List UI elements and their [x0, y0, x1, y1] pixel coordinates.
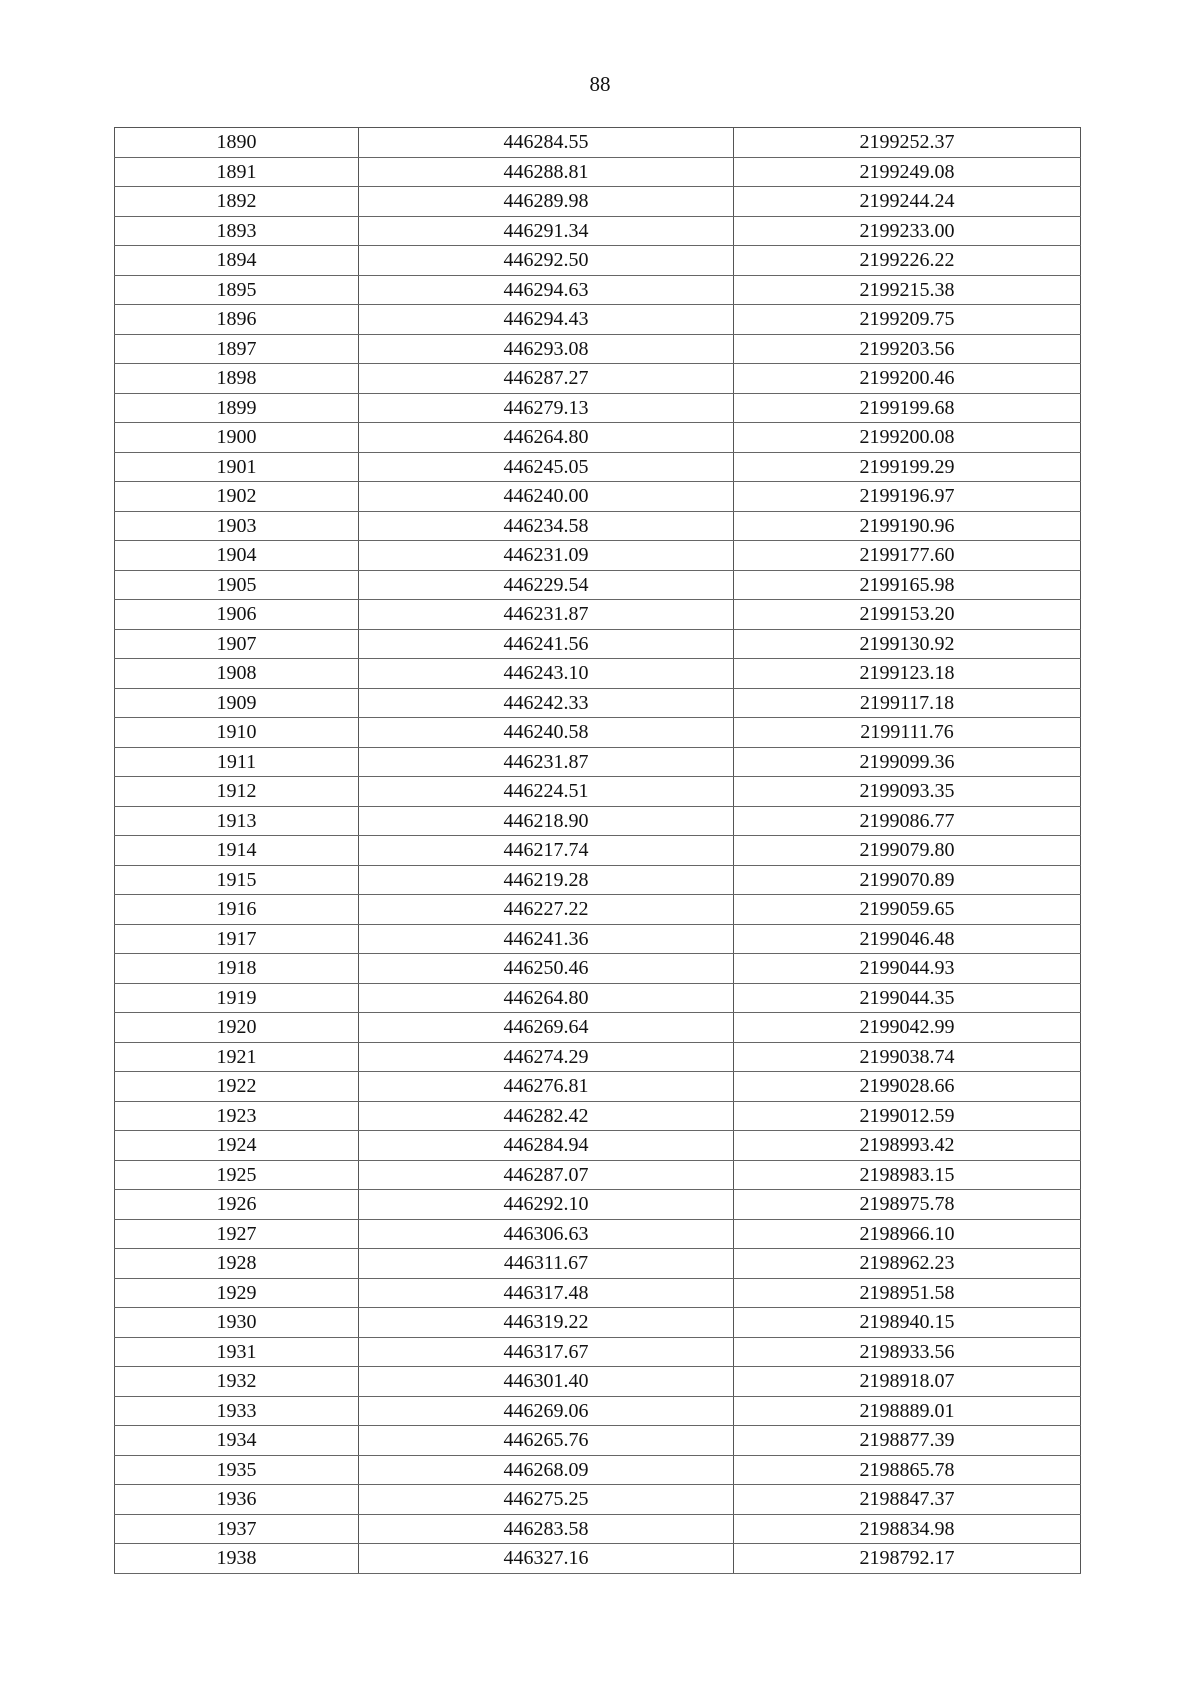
x-coordinate-cell: 446264.80	[359, 423, 734, 453]
table-row	[115, 128, 1081, 158]
x-coordinate-cell: 446264.80	[359, 983, 734, 1013]
x-coordinate-cell: 446294.43	[359, 305, 734, 335]
y-coordinate-cell: 2198847.37	[734, 1485, 1081, 1515]
point-number-cell: 1897	[115, 334, 359, 364]
point-number-cell: 1938	[115, 1544, 359, 1574]
table-row	[115, 570, 1081, 600]
point-number-cell: 1922	[115, 1072, 359, 1102]
table-row	[115, 1160, 1081, 1190]
y-coordinate-cell: 2199215.38	[734, 275, 1081, 305]
table-row	[115, 954, 1081, 984]
point-number-cell: 1892	[115, 187, 359, 217]
x-coordinate-cell: 446241.56	[359, 629, 734, 659]
table-row	[115, 688, 1081, 718]
x-coordinate-cell: 446276.81	[359, 1072, 734, 1102]
point-number-cell: 1935	[115, 1455, 359, 1485]
x-coordinate-cell: 446218.90	[359, 806, 734, 836]
point-number-cell: 1927	[115, 1219, 359, 1249]
y-coordinate-cell: 2199200.08	[734, 423, 1081, 453]
point-number-cell: 1900	[115, 423, 359, 453]
table-row	[115, 806, 1081, 836]
point-number-cell: 1906	[115, 600, 359, 630]
table-row	[115, 541, 1081, 571]
point-number-cell: 1909	[115, 688, 359, 718]
point-number-cell: 1926	[115, 1190, 359, 1220]
x-coordinate-cell: 446279.13	[359, 393, 734, 423]
x-coordinate-cell: 446306.63	[359, 1219, 734, 1249]
table-row	[115, 1544, 1081, 1574]
table-row	[115, 865, 1081, 895]
x-coordinate-cell: 446240.00	[359, 482, 734, 512]
x-coordinate-cell: 446283.58	[359, 1514, 734, 1544]
table-row	[115, 511, 1081, 541]
x-coordinate-cell: 446284.94	[359, 1131, 734, 1161]
table-row	[115, 1249, 1081, 1279]
y-coordinate-cell: 2199028.66	[734, 1072, 1081, 1102]
table-row	[115, 482, 1081, 512]
table-row	[115, 747, 1081, 777]
y-coordinate-cell: 2199200.46	[734, 364, 1081, 394]
x-coordinate-cell: 446250.46	[359, 954, 734, 984]
y-coordinate-cell: 2199249.08	[734, 157, 1081, 187]
x-coordinate-cell: 446265.76	[359, 1426, 734, 1456]
y-coordinate-cell: 2199044.93	[734, 954, 1081, 984]
y-coordinate-cell: 2199226.22	[734, 246, 1081, 276]
table-row	[115, 895, 1081, 925]
y-coordinate-cell: 2199093.35	[734, 777, 1081, 807]
y-coordinate-cell: 2199233.00	[734, 216, 1081, 246]
x-coordinate-cell: 446234.58	[359, 511, 734, 541]
x-coordinate-cell: 446294.63	[359, 275, 734, 305]
table-row	[115, 423, 1081, 453]
y-coordinate-cell: 2199038.74	[734, 1042, 1081, 1072]
table-row	[115, 1190, 1081, 1220]
x-coordinate-cell: 446274.29	[359, 1042, 734, 1072]
y-coordinate-cell: 2199099.36	[734, 747, 1081, 777]
table-row	[115, 1455, 1081, 1485]
table-row	[115, 718, 1081, 748]
x-coordinate-cell: 446227.22	[359, 895, 734, 925]
x-coordinate-cell: 446269.64	[359, 1013, 734, 1043]
x-coordinate-cell: 446289.98	[359, 187, 734, 217]
table-row	[115, 187, 1081, 217]
table-row	[115, 1072, 1081, 1102]
table-row	[115, 1131, 1081, 1161]
x-coordinate-cell: 446282.42	[359, 1101, 734, 1131]
y-coordinate-cell: 2198877.39	[734, 1426, 1081, 1456]
point-number-cell: 1914	[115, 836, 359, 866]
point-number-cell: 1908	[115, 659, 359, 689]
table-row	[115, 275, 1081, 305]
page-number: 88	[589, 72, 611, 96]
y-coordinate-cell: 2198993.42	[734, 1131, 1081, 1161]
y-coordinate-cell: 2199070.89	[734, 865, 1081, 895]
table-row	[115, 1485, 1081, 1515]
table-row	[115, 1367, 1081, 1397]
y-coordinate-cell: 2199117.18	[734, 688, 1081, 718]
table-row	[115, 1013, 1081, 1043]
table-row	[115, 1514, 1081, 1544]
point-number-cell: 1911	[115, 747, 359, 777]
table-row	[115, 1308, 1081, 1338]
point-number-cell: 1933	[115, 1396, 359, 1426]
x-coordinate-cell: 446275.25	[359, 1485, 734, 1515]
y-coordinate-cell: 2198792.17	[734, 1544, 1081, 1574]
point-number-cell: 1932	[115, 1367, 359, 1397]
table-row	[115, 600, 1081, 630]
point-number-cell: 1907	[115, 629, 359, 659]
x-coordinate-cell: 446284.55	[359, 128, 734, 158]
point-number-cell: 1891	[115, 157, 359, 187]
point-number-cell: 1917	[115, 924, 359, 954]
x-coordinate-cell: 446291.34	[359, 216, 734, 246]
x-coordinate-cell: 446301.40	[359, 1367, 734, 1397]
y-coordinate-cell: 2199046.48	[734, 924, 1081, 954]
y-coordinate-cell: 2198962.23	[734, 1249, 1081, 1279]
x-coordinate-cell: 446217.74	[359, 836, 734, 866]
point-number-cell: 1929	[115, 1278, 359, 1308]
point-number-cell: 1903	[115, 511, 359, 541]
x-coordinate-cell: 446245.05	[359, 452, 734, 482]
y-coordinate-cell: 2199012.59	[734, 1101, 1081, 1131]
x-coordinate-cell: 446293.08	[359, 334, 734, 364]
y-coordinate-cell: 2199209.75	[734, 305, 1081, 335]
table-row	[115, 777, 1081, 807]
point-number-cell: 1899	[115, 393, 359, 423]
x-coordinate-cell: 446219.28	[359, 865, 734, 895]
table-row	[115, 393, 1081, 423]
y-coordinate-cell: 2198889.01	[734, 1396, 1081, 1426]
point-number-cell: 1924	[115, 1131, 359, 1161]
table-row	[115, 246, 1081, 276]
y-coordinate-cell: 2199059.65	[734, 895, 1081, 925]
x-coordinate-cell: 446311.67	[359, 1249, 734, 1279]
x-coordinate-cell: 446317.67	[359, 1337, 734, 1367]
y-coordinate-cell: 2198933.56	[734, 1337, 1081, 1367]
point-number-cell: 1930	[115, 1308, 359, 1338]
x-coordinate-cell: 446231.09	[359, 541, 734, 571]
y-coordinate-cell: 2199252.37	[734, 128, 1081, 158]
y-coordinate-cell: 2198940.15	[734, 1308, 1081, 1338]
y-coordinate-cell: 2199079.80	[734, 836, 1081, 866]
x-coordinate-cell: 446269.06	[359, 1396, 734, 1426]
point-number-cell: 1901	[115, 452, 359, 482]
point-number-cell: 1912	[115, 777, 359, 807]
y-coordinate-cell: 2198975.78	[734, 1190, 1081, 1220]
table-row	[115, 1426, 1081, 1456]
point-number-cell: 1910	[115, 718, 359, 748]
x-coordinate-cell: 446229.54	[359, 570, 734, 600]
x-coordinate-cell: 446241.36	[359, 924, 734, 954]
x-coordinate-cell: 446242.33	[359, 688, 734, 718]
point-number-cell: 1893	[115, 216, 359, 246]
point-number-cell: 1915	[115, 865, 359, 895]
table-row	[115, 334, 1081, 364]
point-number-cell: 1921	[115, 1042, 359, 1072]
x-coordinate-cell: 446288.81	[359, 157, 734, 187]
y-coordinate-cell: 2199196.97	[734, 482, 1081, 512]
point-number-cell: 1928	[115, 1249, 359, 1279]
table-row	[115, 629, 1081, 659]
x-coordinate-cell: 446292.10	[359, 1190, 734, 1220]
table-row	[115, 1337, 1081, 1367]
table-row	[115, 836, 1081, 866]
point-number-cell: 1934	[115, 1426, 359, 1456]
point-number-cell: 1919	[115, 983, 359, 1013]
y-coordinate-cell: 2198951.58	[734, 1278, 1081, 1308]
y-coordinate-cell: 2198834.98	[734, 1514, 1081, 1544]
point-number-cell: 1925	[115, 1160, 359, 1190]
point-number-cell: 1918	[115, 954, 359, 984]
x-coordinate-cell: 446287.07	[359, 1160, 734, 1190]
coordinates-table-body	[115, 128, 1081, 1574]
x-coordinate-cell: 446231.87	[359, 600, 734, 630]
y-coordinate-cell: 2198983.15	[734, 1160, 1081, 1190]
point-number-cell: 1920	[115, 1013, 359, 1043]
table-row	[115, 1278, 1081, 1308]
table-row	[115, 1101, 1081, 1131]
x-coordinate-cell: 446224.51	[359, 777, 734, 807]
x-coordinate-cell: 446231.87	[359, 747, 734, 777]
x-coordinate-cell: 446292.50	[359, 246, 734, 276]
point-number-cell: 1904	[115, 541, 359, 571]
point-number-cell: 1937	[115, 1514, 359, 1544]
y-coordinate-cell: 2199177.60	[734, 541, 1081, 571]
coordinates-table	[114, 127, 1081, 1574]
table-row	[115, 983, 1081, 1013]
point-number-cell: 1890	[115, 128, 359, 158]
point-number-cell: 1916	[115, 895, 359, 925]
y-coordinate-cell: 2199199.29	[734, 452, 1081, 482]
y-coordinate-cell: 2199190.96	[734, 511, 1081, 541]
y-coordinate-cell: 2198966.10	[734, 1219, 1081, 1249]
y-coordinate-cell: 2199199.68	[734, 393, 1081, 423]
table-row	[115, 1396, 1081, 1426]
point-number-cell: 1923	[115, 1101, 359, 1131]
point-number-cell: 1902	[115, 482, 359, 512]
y-coordinate-cell: 2199111.76	[734, 718, 1081, 748]
x-coordinate-cell: 446327.16	[359, 1544, 734, 1574]
x-coordinate-cell: 446240.58	[359, 718, 734, 748]
point-number-cell: 1931	[115, 1337, 359, 1367]
x-coordinate-cell: 446287.27	[359, 364, 734, 394]
table-row	[115, 305, 1081, 335]
table-row	[115, 157, 1081, 187]
point-number-cell: 1936	[115, 1485, 359, 1515]
table-row	[115, 1219, 1081, 1249]
y-coordinate-cell: 2199042.99	[734, 1013, 1081, 1043]
point-number-cell: 1913	[115, 806, 359, 836]
y-coordinate-cell: 2199086.77	[734, 806, 1081, 836]
y-coordinate-cell: 2199044.35	[734, 983, 1081, 1013]
point-number-cell: 1895	[115, 275, 359, 305]
table-row	[115, 364, 1081, 394]
y-coordinate-cell: 2199153.20	[734, 600, 1081, 630]
point-number-cell: 1898	[115, 364, 359, 394]
table-row	[115, 1042, 1081, 1072]
y-coordinate-cell: 2199165.98	[734, 570, 1081, 600]
x-coordinate-cell: 446319.22	[359, 1308, 734, 1338]
table-row	[115, 452, 1081, 482]
point-number-cell: 1896	[115, 305, 359, 335]
table-row	[115, 216, 1081, 246]
table-row	[115, 924, 1081, 954]
point-number-cell: 1894	[115, 246, 359, 276]
x-coordinate-cell: 446317.48	[359, 1278, 734, 1308]
y-coordinate-cell: 2199244.24	[734, 187, 1081, 217]
point-number-cell: 1905	[115, 570, 359, 600]
x-coordinate-cell: 446243.10	[359, 659, 734, 689]
table-row	[115, 659, 1081, 689]
y-coordinate-cell: 2198918.07	[734, 1367, 1081, 1397]
y-coordinate-cell: 2198865.78	[734, 1455, 1081, 1485]
x-coordinate-cell: 446268.09	[359, 1455, 734, 1485]
y-coordinate-cell: 2199123.18	[734, 659, 1081, 689]
y-coordinate-cell: 2199130.92	[734, 629, 1081, 659]
y-coordinate-cell: 2199203.56	[734, 334, 1081, 364]
